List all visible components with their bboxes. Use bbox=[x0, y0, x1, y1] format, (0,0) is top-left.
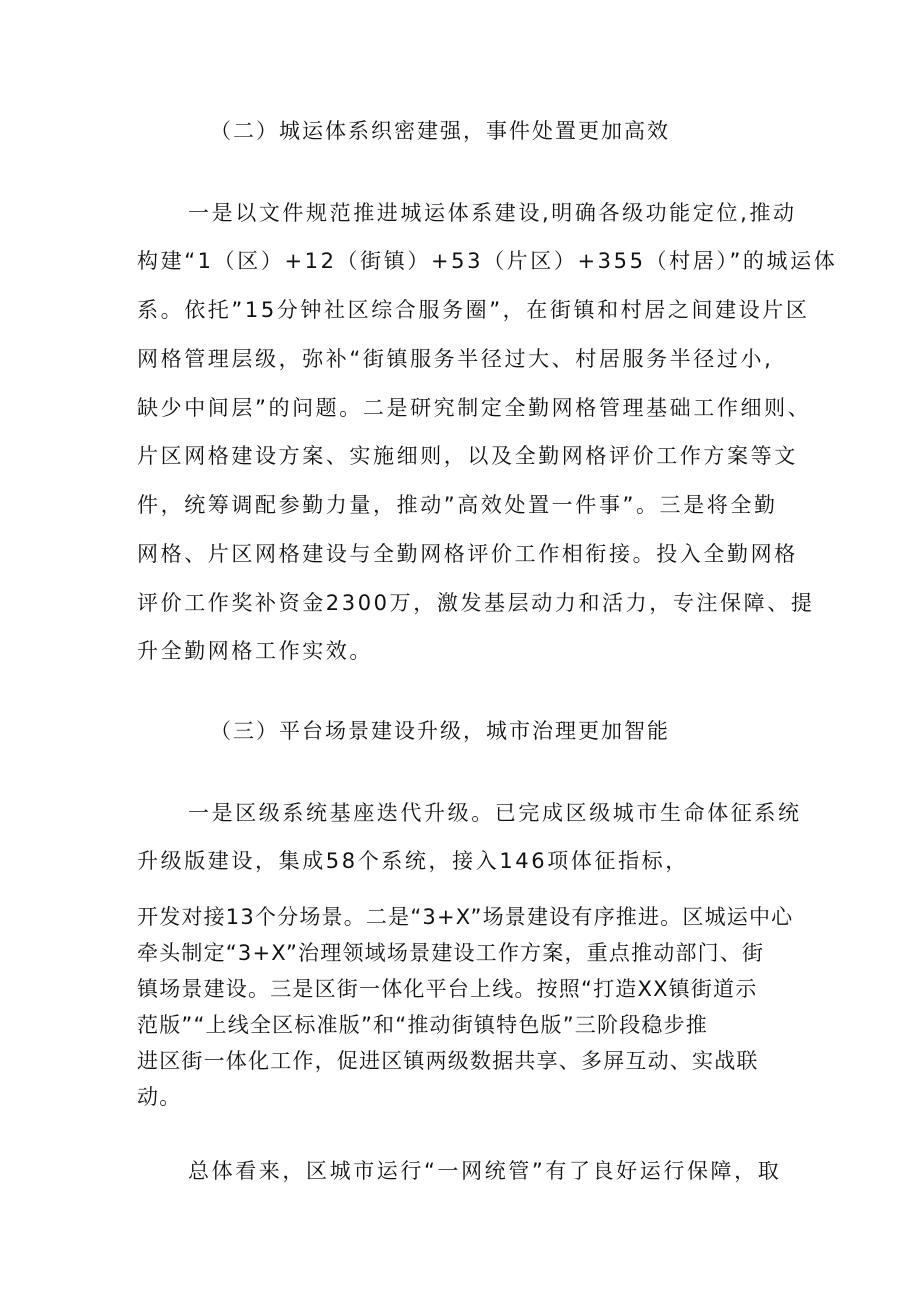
paragraph-line: 范版”“上线全区标准版”和“推动街镇特色版”三阶段稳步推 bbox=[137, 1013, 708, 1037]
paragraph-line: 开发对接13个分场景。二是“3+X”场景建设有序推进。区城运中心 bbox=[137, 905, 794, 929]
paragraph-line: 网格管理层级，弥补“街镇服务半径过大、村居服务半径过小, bbox=[137, 347, 774, 371]
paragraph-line: 系。依托”15分钟社区综合服务圈”，在街镇和村居之间建设片区 bbox=[137, 298, 810, 322]
summary-line: 总体看来，区城市运行“一网统管”有了良好运行保障，取 bbox=[188, 1159, 782, 1183]
paragraph-line: 网格、片区网格建设与全勤网格评价工作相衔接。投入全勤网格 bbox=[137, 542, 798, 566]
paragraph-line: 评价工作奖补资金2300万，激发基层动力和活力，专注保障、提 bbox=[137, 591, 815, 615]
section-2-heading: （二）城运体系织密建强，事件处置更加高效 bbox=[210, 119, 670, 143]
paragraph-line: 动。 bbox=[137, 1085, 182, 1109]
section-3-heading: （三）平台场景建设升级，城市治理更加智能 bbox=[210, 719, 670, 743]
paragraph-line: 一是区级系统基座迭代升级。已完成区级城市生命体征系统 bbox=[188, 801, 802, 825]
paragraph-line: 一是以文件规范推进城运体系建设,明确各级功能定位,推动 bbox=[188, 201, 797, 225]
paragraph-line: 镇场景建设。三是区街一体化平台上线。按照“打造XX镇街道示 bbox=[137, 977, 758, 1001]
paragraph-line: 牵头制定“3+X”治理领域场景建设工作方案，重点推动部门、街 bbox=[137, 941, 765, 965]
paragraph-line: 件，统筹调配参勤力量，推动”高效处置一件事”。三是将全勤 bbox=[137, 493, 778, 517]
paragraph-line: 片区网格建设方案、实施细则，以及全勤网格评价工作方案等文 bbox=[137, 444, 798, 468]
paragraph-line: 进区街一体化工作，促进区镇两级数据共享、多屏互动、实战联 bbox=[137, 1049, 759, 1073]
paragraph-line: 升级版建设，集成58个系统，接入146项体征指标， bbox=[137, 849, 689, 873]
paragraph-line: 构建“1（区）+12（街镇）+53（片区）+355（村居）”的城运体 bbox=[137, 249, 838, 273]
paragraph-line: 升全勤网格工作实效。 bbox=[137, 639, 373, 663]
paragraph-line: 缺少中间层”的问题。二是研究制定全勤网格管理基础工作细则、 bbox=[137, 396, 812, 420]
